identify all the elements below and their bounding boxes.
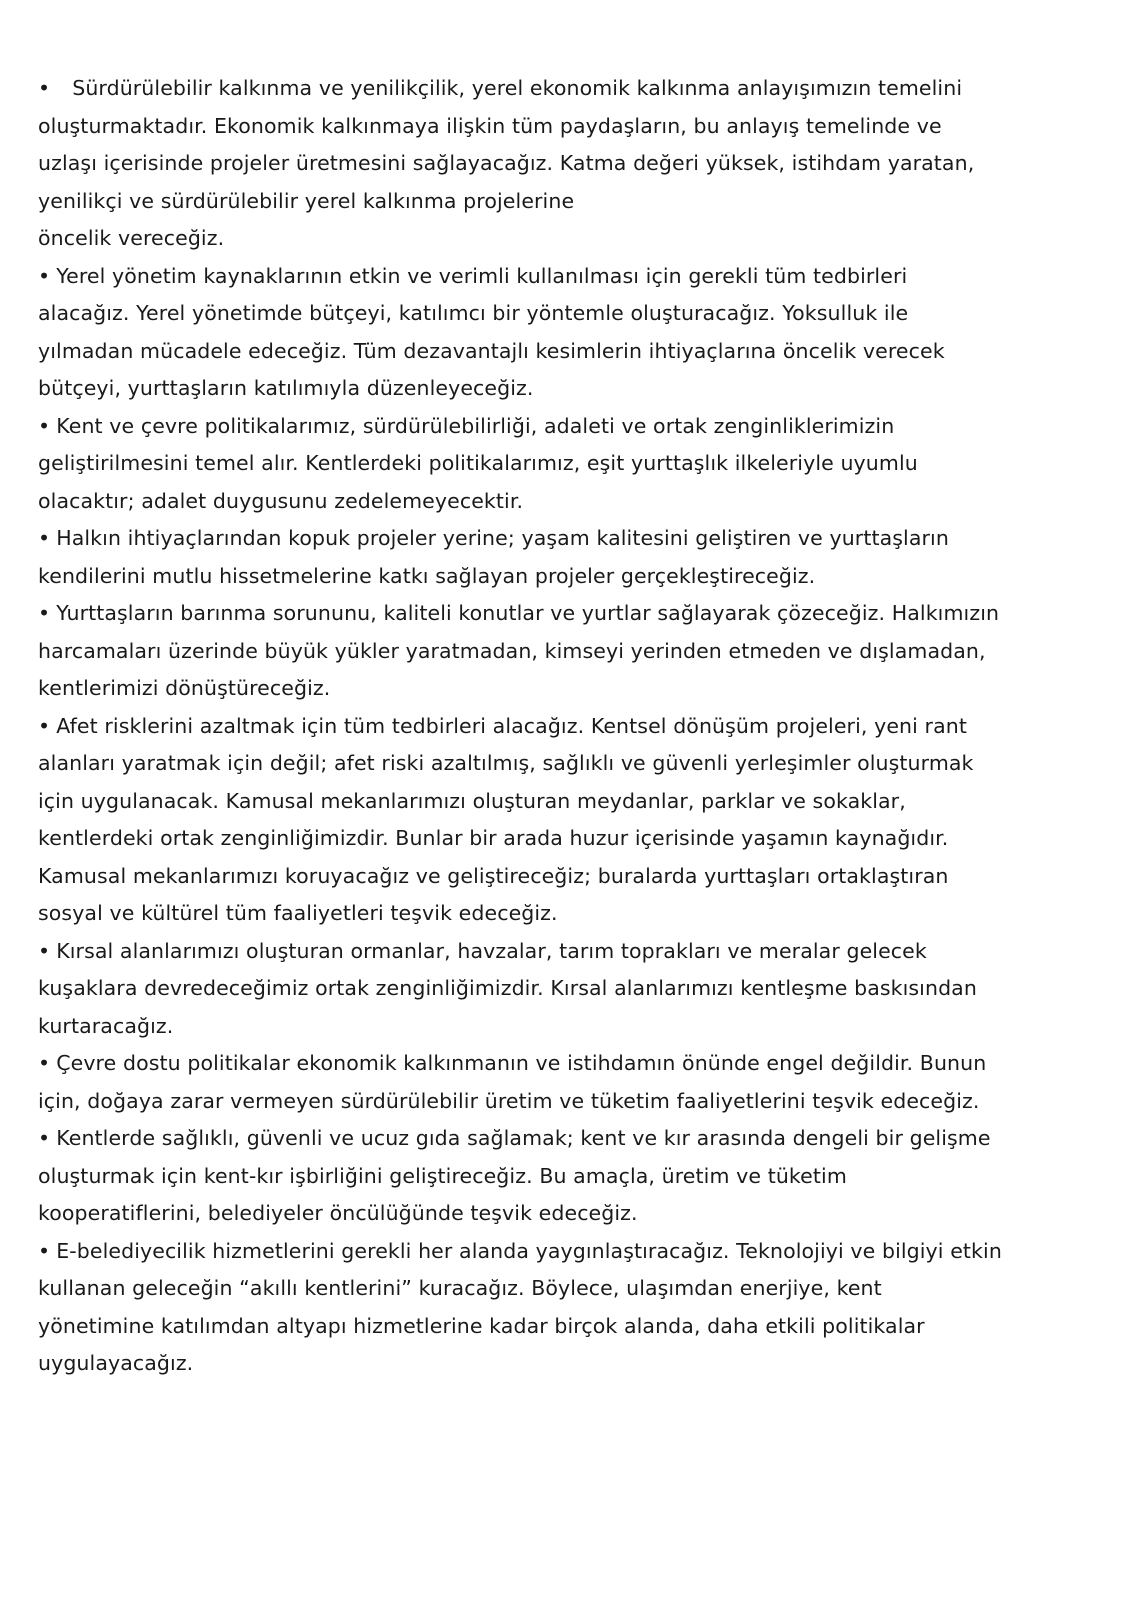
text-line-content: Kent ve çevre politikalarımız, sürdürülebilirliği, adaleti ve ortak zenginliklerimizin: [56, 413, 895, 438]
bullet-item: [38, 1233, 1098, 1383]
text-line-content: oluşturmaktadır. Ekonomik kalkınmaya ilişkin tüm paydaşların, bu anlayış temelinde ve: [38, 113, 942, 138]
text-line-content: Yerel yönetim kaynaklarının etkin ve verimli kullanılması için gerekli tüm tedbirleri: [56, 263, 908, 288]
text-line: [38, 370, 1098, 408]
text-line-content: Kamusal mekanlarımızı koruyacağız ve geliştireceğiz; buralarda yurttaşları ortaklaştıran: [38, 863, 949, 888]
text-line-content: kentlerimizi dönüştüreceğiz.: [38, 676, 331, 700]
text-line-content: E-belediyecilik hizmetlerini gerekli her alanda yaygınlaştıracağız. Teknolojiyi ve bilgiyi etkin: [56, 1238, 1002, 1263]
text-line-content: geliştirilmesini temel alır. Kentlerdeki politikalarımız, eşit yurttaşlık ilkeleriyle uyumlu: [38, 451, 918, 475]
text-line: [38, 970, 1098, 1008]
text-line: [38, 858, 1098, 896]
text-line-content: yılmadan mücadele edeceğiz. Tüm dezavantajlı kesimlerin ihtiyaçlarına öncelik verecek: [38, 338, 945, 363]
bullet-item: [38, 595, 1098, 708]
text-line: [38, 558, 1098, 596]
text-line-content: alacağız. Yerel yönetimde bütçeyi, katılımcı bir yöntemle oluşturacağız. Yoksulluk ile: [38, 301, 909, 325]
text-line-content: sosyal ve kültürel tüm faaliyetleri teşvik edeceğiz.: [38, 901, 558, 925]
bullet-glyph: •: [38, 413, 51, 438]
text-line: [38, 1233, 1098, 1271]
text-line-content: için uygulanacak. Kamusal mekanlarımızı oluşturan meydanlar, parklar ve sokaklar,: [38, 788, 906, 813]
bullet-glyph: •: [38, 1126, 51, 1150]
text-line-content: kurtaracağız.: [38, 1013, 174, 1038]
text-line-content: oluşturmak için kent-kır işbirliğini geliştireceğiz. Bu amaçla, üretim ve tüketim: [38, 1163, 847, 1188]
text-line: [38, 708, 1098, 746]
text-line: [38, 1270, 1098, 1308]
text-line-content: alanları yaratmak için değil; afet riski azaltılmış, sağlıklı ve güvenli yerleşimler oluşturmak: [38, 751, 974, 775]
text-line-content: bütçeyi, yurttaşların katılımıyla düzenleyeceğiz.: [38, 376, 534, 400]
text-line-content: yenilikçi ve sürdürülebilir yerel kalkınma projelerine: [38, 188, 575, 213]
text-line: [38, 183, 1098, 221]
text-line-content: Kentlerde sağlıklı, güvenli ve ucuz gıda sağlamak; kent ve kır arasında dengeli bir gelişme: [56, 1126, 991, 1150]
bullet-glyph: •: [38, 601, 51, 625]
text-line: [38, 483, 1098, 521]
text-line-content: Çevre dostu politikalar ekonomik kalkınmanın ve istihdamın önünde engel değildir. Bunun: [56, 1051, 987, 1075]
text-line-content: kullanan geleceğin “akıllı kentlerini” kuracağız. Böylece, ulaşımdan enerjiye, kent: [38, 1276, 882, 1300]
text-line-content: harcamaları üzerinde büyük yükler yaratmadan, kimseyi yerinden etmeden ve dışlamadan,: [38, 638, 986, 663]
text-line: [38, 1195, 1098, 1233]
text-line-content: Kırsal alanlarımızı oluşturan ormanlar, havzalar, tarım toprakları ve meralar gelecek: [56, 938, 927, 963]
text-line: [38, 1345, 1098, 1383]
bullet-item: [38, 520, 1098, 595]
bullet-glyph: •: [38, 1051, 51, 1075]
bullet-glyph: •: [38, 938, 51, 963]
bullet-glyph: •: [38, 76, 51, 100]
text-line-content: Sürdürülebilir kalkınma ve yenilikçilik, yerel ekonomik kalkınma anlayışımızın temelini: [72, 76, 963, 100]
text-line-content: kentlerdeki ortak zenginliğimizdir. Bunlar bir arada huzur içerisinde yaşamın kaynağıdır.: [38, 826, 949, 850]
text-line: [38, 108, 1098, 146]
text-line: [38, 595, 1098, 633]
text-line: [38, 333, 1098, 371]
text-line-content: kendilerini mutlu hissetmelerine katkı sağlayan projeler gerçekleştireceğiz.: [38, 563, 816, 588]
text-line: [38, 633, 1098, 671]
text-line-content: kooperatiflerini, belediyeler öncülüğünde teşvik edeceğiz.: [38, 1201, 638, 1225]
text-line: [38, 520, 1098, 558]
text-line: [38, 258, 1098, 296]
text-line: [38, 1083, 1098, 1121]
bullet-item: [38, 70, 1098, 258]
text-line-content: uygulayacağız.: [38, 1351, 194, 1375]
text-line-content: Afet risklerini azaltmak için tüm tedbirleri alacağız. Kentsel dönüşüm projeleri, yeni rant: [56, 713, 967, 738]
text-line: [38, 1045, 1098, 1083]
text-line: [38, 745, 1098, 783]
bullet-item: [38, 1120, 1098, 1233]
text-line: [38, 145, 1098, 183]
bullet-glyph: •: [38, 263, 51, 288]
text-line: [38, 820, 1098, 858]
text-line: [38, 895, 1098, 933]
text-line: [38, 783, 1098, 821]
text-line-content: için, doğaya zarar vermeyen sürdürülebilir üretim ve tüketim faaliyetlerini teşvik edeceğiz.: [38, 1088, 980, 1113]
text-line: [38, 1308, 1098, 1346]
document-body: [38, 70, 1098, 1383]
text-line: [38, 1158, 1098, 1196]
text-line-content: olacaktır; adalet duygusunu zedelemeyecektir.: [38, 488, 524, 513]
text-line: [38, 220, 1098, 258]
text-line-content: yönetimine katılımdan altyapı hizmetlerine kadar birçok alanda, daha etkili politikalar: [38, 1313, 925, 1338]
bullet-item: [38, 258, 1098, 408]
bullet-item: [38, 933, 1098, 1046]
text-line: [38, 70, 1098, 108]
bullet-glyph: •: [38, 713, 51, 738]
text-line: [38, 445, 1098, 483]
text-line: [38, 933, 1098, 971]
text-line-content: öncelik vereceğiz.: [38, 226, 225, 250]
text-line-content: Halkın ihtiyaçlarından kopuk projeler yerine; yaşam kalitesini geliştiren ve yurttaşların: [56, 526, 949, 550]
bullet-item: [38, 708, 1098, 933]
text-line: [38, 408, 1098, 446]
text-line: [38, 1120, 1098, 1158]
bullet-glyph: •: [38, 1238, 51, 1263]
bullet-glyph: •: [38, 526, 51, 550]
text-line-content: uzlaşı içerisinde projeler üretmesini sağlayacağız. Katma değeri yüksek, istihdam yaratan,: [38, 151, 975, 175]
bullet-item: [38, 408, 1098, 521]
text-line: [38, 670, 1098, 708]
text-line-content: kuşaklara devredeceğimiz ortak zenginliğimizdir. Kırsal alanlarımızı kentleşme baskısından: [38, 976, 977, 1000]
text-line: [38, 1008, 1098, 1046]
text-line-content: Yurttaşların barınma sorununu, kaliteli konutlar ve yurtlar sağlayarak çözeceğiz. Halkımızın: [56, 601, 1000, 625]
bullet-item: [38, 1045, 1098, 1120]
text-line: [38, 295, 1098, 333]
